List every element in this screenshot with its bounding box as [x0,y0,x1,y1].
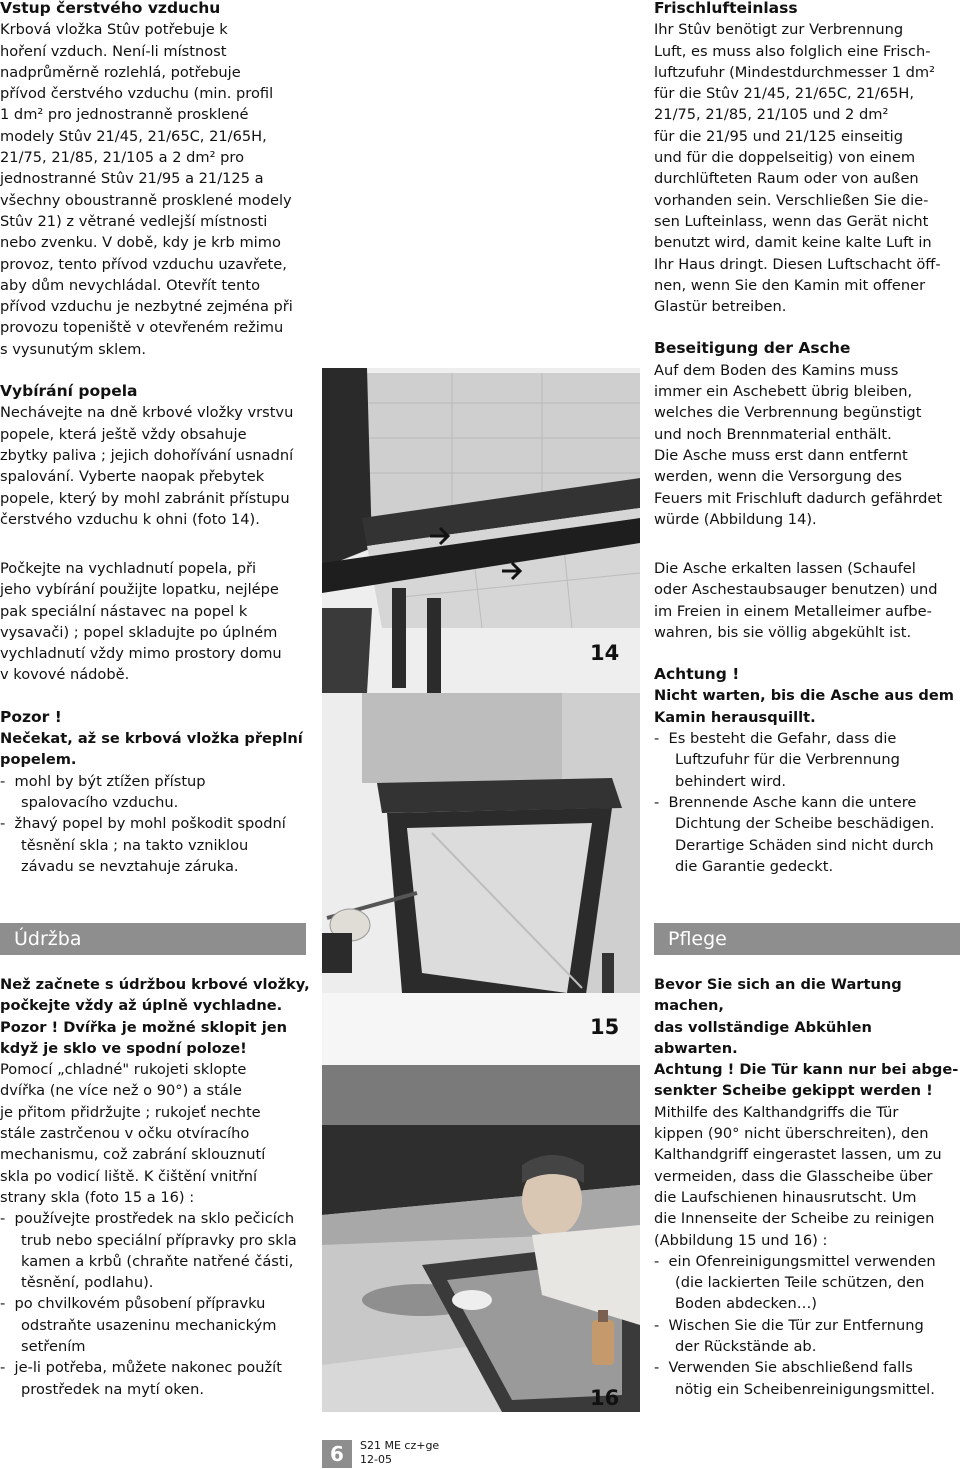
photo-15-number: 15 [590,1015,620,1039]
cz-warning-bullet: - mohl by být ztížen přístup spalovacího vzduchu. [0,771,320,814]
cz-fresh-air-heading: Vstup čerstvého vzduchu [0,0,221,17]
de-ash-heading: Beseitigung der Asche [654,339,851,358]
cz-warning-text: Nečekat, až se krbová vložka přeplní [0,730,303,748]
text-line: v kovové nádobě. [0,666,130,684]
text-line: Die Asche muss erst dann entfernt [654,446,908,464]
text-line: popele, která ještě vždy obsahuje [0,425,247,443]
text-line: Nechávejte na dně krbové vložky vrstvu [0,404,294,422]
text-line: provoz, tento přívod vzduchu uzavřete, [0,255,287,273]
de-maintenance-bullet: - Wischen Sie die Tür zur Entfernung der Rückstände ab. [654,1315,960,1358]
text-line: Pomocí „chladné" rukojeti sklopte [0,1061,247,1079]
text-line: für die 21/95 und 21/125 einseitig [654,127,903,145]
text-line: die Laufschienen hinausrutscht. Um [654,1188,917,1206]
text-line: jeho vybírání použijte lopatku, nejlépe [0,581,279,599]
text-line: mechanismu, což zabrání sklouznutí [0,1146,266,1164]
cz-maintenance-text [0,974,320,1400]
document-date: 12-05 [360,1453,392,1466]
cz-maintenance-bullet: - je-li potřeba, můžete nakonec použít prostředek na mytí oken. [0,1357,320,1400]
text-line: modely Stûv 21/45, 21/65C, 21/65H, [0,127,267,145]
text-line: für die Stûv 21/45, 21/65C, 21/65H, [654,85,915,103]
de-column [654,0,960,530]
text-line: Bevor Sie sich an die Wartung machen, [654,976,902,1015]
text-line: hoření vzduch. Není-li místnost [0,42,227,60]
text-line: je přitom přidržujte ; rukojeť nechte [0,1103,261,1121]
text-line: vychladnutí vždy mimo prostory domu [0,645,282,663]
text-line: Auf dem Boden des Kamins muss [654,361,899,379]
de-maintenance-bullet: - ein Ofenreinigungsmittel verwenden (die lackierten Teile schützen, den Boden abdecken…) [654,1251,960,1315]
cz-ash-continued [0,558,320,877]
de-maintenance-banner: Pflege [654,923,960,955]
text-line: vermeiden, dass die Glasscheibe über [654,1167,933,1185]
text-line: aby dům nevychládal. Otevřít tento [0,276,261,294]
text-line: vysavači) ; popel skladujte po úplném [0,623,278,641]
text-line: skla po vodicí liště. K čištění vnitřní [0,1167,258,1185]
text-line: vorhanden sein. Verschließen Sie die- [654,191,929,209]
text-line: zbytky paliva ; jejich dohořívání usnadní [0,446,294,464]
text-line: welches die Verbrennung begünstigt [654,404,922,422]
text-line: Počkejte na vychladnutí popela, při [0,560,257,577]
de-fresh-air-text [654,19,960,317]
text-line: Ihr Stûv benötigt zur Verbrennung [654,21,904,39]
text-line: durchlüfteten Raum oder von außen [654,170,919,188]
text-line: přívod vzduchu je nezbytné zejména při [0,298,293,316]
text-line: 21/75, 21/85, 21/105 a 2 dm² pro [0,149,244,167]
de-warning-title: Achtung ! [654,665,740,684]
text-line: Stûv 21) z větrané vedlejší místnosti [0,212,268,230]
text-line: Krbová vložka Stûv potřebuje k [0,21,228,39]
text-line: všechny oboustranně prosklené modely [0,191,292,209]
text-line: popele, který by mohl zabránit přístupu [0,489,290,507]
text-line: Ihr Haus dringt. Diesen Luftschacht öff- [654,255,941,273]
text-line: přívod čerstvého vzduchu (min. profil [0,85,274,103]
text-line: sen Lufteinlass, wenn das Gerät nicht [654,212,929,230]
text-line: nen, wenn Sie den Kamin mit offener [654,276,926,294]
text-line: wahren, bis sie völlig abgekühlt ist. [654,623,912,641]
text-line: oder Aschestaubsauger benutzen) und [654,581,938,599]
text-line: nadprůměrně rozlehlá, potřebuje [0,63,241,81]
text-line: stále zastrčenou v očku otvíracího [0,1125,250,1143]
text-line: Pozor ! Dvířka je možné sklopit jen [0,1018,288,1036]
text-line: kippen (90° nicht überschreiten), den [654,1125,929,1143]
text-line: jednostranné Stûv 21/95 a 21/125 a [0,170,264,188]
text-line: im Freien in einem Metalleimer aufbe- [654,602,932,620]
cz-fresh-air-text [0,19,320,360]
de-warning-bullet: - Es besteht die Gefahr, dass die Luftzufuhr für die Verbrennung behindert wird. [654,728,960,792]
text-line: čerstvého vzduchu k ohni (foto 14). [0,510,260,528]
text-line: Glastür betreiben. [654,298,787,316]
cz-warning-bullet: - žhavý popel by mohl poškodit spodní těsnění skla ; na takto vzniklou závadu se nevztahuje záruka. [0,813,320,877]
text-line: 21/75, 21/85, 21/105 und 2 dm² [654,106,889,124]
text-line: senkter Scheibe gekippt werden ! [654,1082,933,1100]
cz-ash-text [0,402,320,530]
de-warning-text: Kamin herausquillt. [654,708,816,726]
text-line: werden, wenn die Versorgung des [654,468,903,486]
cz-column [0,0,320,530]
page-number: 6 [322,1440,352,1468]
text-line: und für die doppelseitig) von einem [654,149,916,167]
de-ash-text [654,360,960,530]
de-warning-bullet: - Brennende Asche kann die untere Dichtung der Scheibe beschädigen. Derartige Schäden sind nicht durch die Garantie gedeckt. [654,792,960,877]
de-maintenance-text [654,974,960,1400]
de-ash-continued [654,558,960,877]
text-line: immer ein Aschebett übrig bleiben, [654,383,913,401]
cz-warning-title: Pozor ! [0,707,62,726]
text-line: počkejte vždy až úplně vychladne. [0,997,283,1015]
photo-15 [322,693,640,1065]
text-line: když je sklo ve spodní poloze! [0,1039,247,1057]
text-line: Die Asche erkalten lassen (Schaufel [654,560,916,577]
cz-maintenance-banner: Údržba [0,923,306,955]
cz-maintenance-bullet: - po chvilkovém působení přípravku odstraňte usazeninu mechanickým setřením [0,1293,320,1357]
text-line: Luft, es muss also folglich eine Frisch- [654,42,931,60]
photo-14-number: 14 [590,641,620,665]
text-line: luftzufuhr (Mindestdurchmesser 1 dm² [654,63,935,81]
text-line: nebo zvenku. V době, kdy je krb mimo [0,234,281,252]
text-line: benutzt wird, damit keine kalte Luft in [654,234,932,252]
text-line: dvířka (ne více než o 90°) a stále [0,1082,242,1100]
text-line: und noch Brennmaterial enthält. [654,425,892,443]
text-line: pak speciální nástavec na popel k [0,602,248,620]
de-fresh-air-heading: Frischlufteinlass [654,0,798,17]
text-line: strany skla (foto 15 a 16) : [0,1188,195,1206]
text-line: 1 dm² pro jednostranně prosklené [0,106,249,124]
text-line: Kalthandgriff eingerastet lassen, um zu [654,1146,942,1164]
text-line: s vysunutým sklem. [0,340,147,358]
text-line: Mithilfe des Kalthandgriffs die Tür [654,1103,899,1121]
photo-16 [322,1065,640,1412]
de-maintenance-bullet: - Verwenden Sie abschließend falls nötig ein Scheibenreinigungsmittel. [654,1357,960,1400]
text-line: das vollständige Abkühlen abwarten. [654,1018,872,1057]
text-line: Achtung ! Die Tür kann nur bei abge- [654,1061,959,1079]
text-line: die Innenseite der Scheibe zu reinigen [654,1210,935,1228]
text-line: würde (Abbildung 14). [654,510,817,528]
document-code [360,1439,439,1467]
de-warning-text: Nicht warten, bis die Asche aus dem [654,687,954,705]
text-line: spalování. Vyberte naopak přebytek [0,468,265,486]
cz-maintenance-bullet: - používejte prostředek na sklo pečicích trub nebo speciální přípravky pro skla kamen a krbů (chraňte natřené části, těsnění, podlahu). [0,1208,320,1293]
text-line: (Abbildung 15 und 16) : [654,1231,828,1249]
text-line: Feuers mit Frischluft dadurch gefährdet [654,489,943,507]
cz-ash-heading: Vybírání popela [0,382,138,401]
text-line: provozu topeniště v otevřeném režimu [0,319,284,337]
cz-warning-text: popelem. [0,751,77,769]
document-code-label: S21 ME cz+ge [360,1439,440,1452]
text-line: Než začnete s údržbou krbové vložky, [0,976,310,993]
photo-16-number: 16 [590,1386,620,1410]
